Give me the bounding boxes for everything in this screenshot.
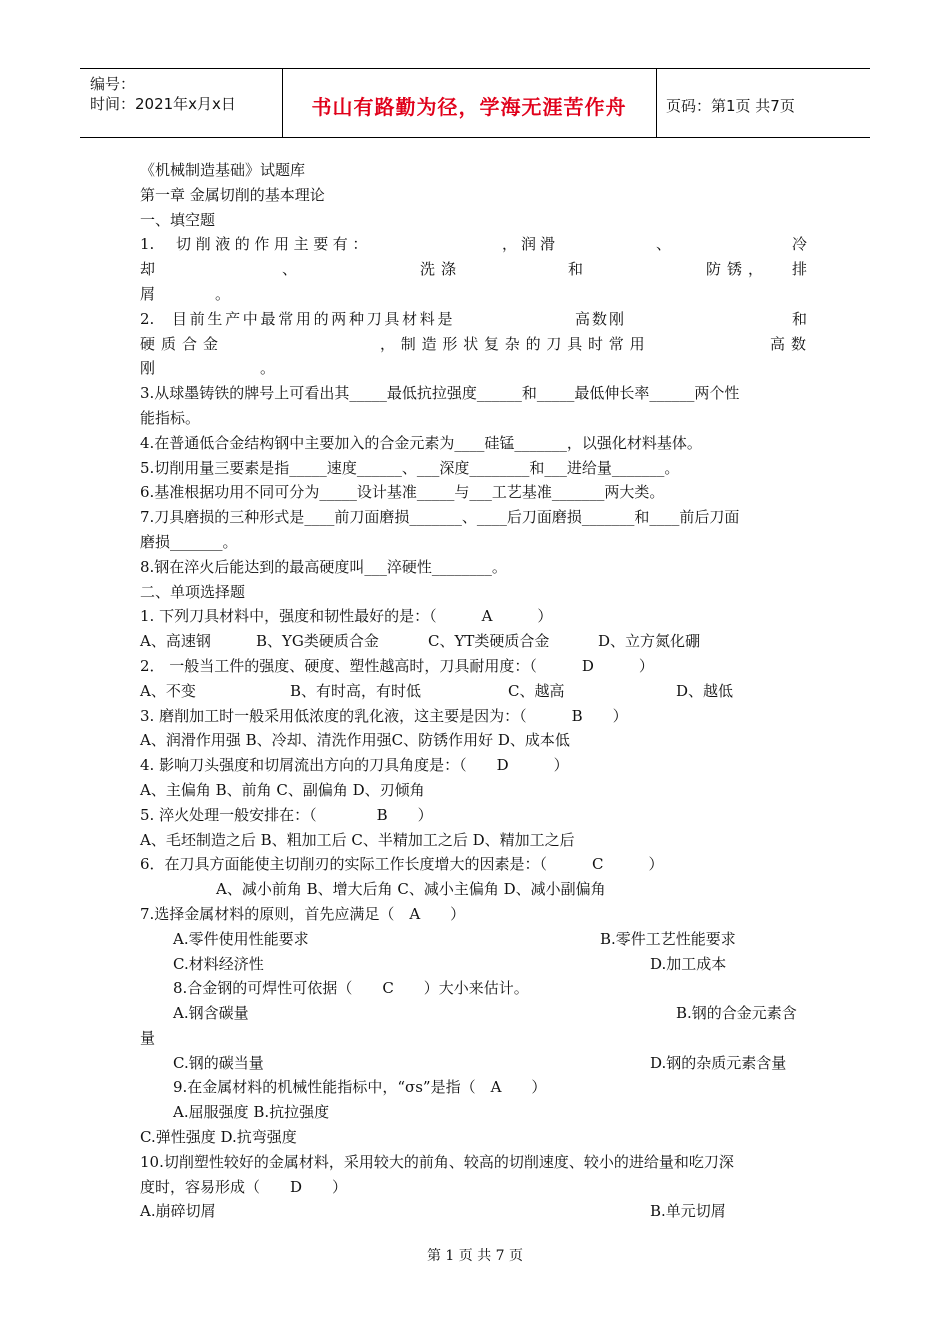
section-heading: 二、单项选择题 xyxy=(140,582,246,601)
choice-question-1: 1. 下列刀具材料中，强度和韧性最好的是：（ A ） xyxy=(140,607,553,626)
choice-options: A、主偏角 B、前角 C、副偏角 D、刃倾角 xyxy=(140,780,425,799)
q-text: 防锈， xyxy=(706,260,770,279)
choice-options xyxy=(140,1051,810,1076)
section-heading: 一、填空题 xyxy=(140,210,216,229)
page-footer: 第 1 页 共 7 页 xyxy=(426,1248,524,1264)
q-text: 2. xyxy=(140,309,155,328)
choice-question-2: 2． 一般当工件的强度、硬度、塑性越高时，刀具耐用度：（ D ） xyxy=(140,656,654,675)
option-c: C.钢的碳当量 xyxy=(173,1053,264,1072)
q-text: 冷 xyxy=(792,235,808,254)
question-1-line: 屑 。 xyxy=(140,284,231,303)
choice-question-8: 8.合金钢的可焊性可依据（ C ）大小来估计。 xyxy=(173,979,529,998)
option-d: D、立方氮化硼 xyxy=(598,632,701,651)
choice-options: A.屈服强度 B.抗拉强度 xyxy=(173,1103,330,1122)
q-text: 高数 xyxy=(770,334,813,353)
q-text: 、 xyxy=(282,260,298,279)
question-3: 3.从球墨铸铁的牌号上可看出其_____最低抗拉强度______和_____最低伸长率______两个性 xyxy=(140,384,740,403)
q-text: 硬质合金 xyxy=(140,334,225,353)
question-1-line xyxy=(140,257,810,282)
option-d: D.加工成本 xyxy=(650,954,727,973)
choice-options: A、润滑作用强 B、冷却、清洗作用强C、防锈作用好 D、成本低 xyxy=(140,731,570,750)
doc-time-label: 时间：2021年x月x日 xyxy=(90,95,236,113)
q-text: 、 xyxy=(656,235,672,254)
question-5: 5.切削用量三要素是指_____速度______、___深度________和___进给量_______。 xyxy=(140,458,680,477)
choice-options xyxy=(140,1199,810,1224)
question-8: 8.钢在淬火后能达到的最高硬度叫___淬硬性________。 xyxy=(140,557,507,576)
question-3-line: 能指标。 xyxy=(140,408,201,427)
option-a: A.零件使用性能要求 xyxy=(173,929,309,948)
option-b: B.零件工艺性能要求 xyxy=(600,929,736,948)
option-d: D.钢的杂质元素含量 xyxy=(650,1053,787,1072)
chapter-heading: 第一章 金属切削的基本理论 xyxy=(140,185,325,204)
choice-options xyxy=(140,1001,810,1026)
question-4: 4.在普通低合金结构钢中主要加入的合金元素为____硅锰_______，以强化材料基体。 xyxy=(140,433,702,452)
question-7-line: 磨损_______。 xyxy=(140,532,238,551)
option-d: D、越低 xyxy=(676,681,734,700)
question-1 xyxy=(140,232,810,257)
option-c: C、YT类硬质合金 xyxy=(428,632,550,651)
choice-question-7: 7.选择金属材料的原则，首先应满足（ A ） xyxy=(140,904,466,923)
choice-options xyxy=(140,629,810,654)
q-text: 排 xyxy=(792,260,808,279)
q-text: 和 xyxy=(792,309,808,328)
choice-options: A、减小前角 B、增大后角 C、减小主偏角 D、减小副偏角 xyxy=(216,880,606,899)
option-c: C、越高 xyxy=(508,681,565,700)
q-text: 和 xyxy=(568,260,584,279)
document-body xyxy=(140,158,813,1224)
choice-options: C.弹性强度 D.抗弯强度 xyxy=(140,1128,297,1147)
option-b: B、YG类硬质合金 xyxy=(256,632,379,651)
q-text: ，制造形状复杂的刀具时常用 xyxy=(380,334,651,353)
header-page-info: 页码：第1页 共7页 xyxy=(666,97,795,115)
option-c: C.材料经济性 xyxy=(173,954,264,973)
option-a: A.崩碎切屑 xyxy=(140,1202,216,1221)
q-text: 1. xyxy=(140,235,155,254)
question-2-line: 刚 。 xyxy=(140,359,276,378)
question-2 xyxy=(140,307,810,332)
choice-question-6: 6．在刀具方面能使主切削刃的实际工作长度增大的因素是：（ C ） xyxy=(140,855,664,874)
page-header xyxy=(80,68,870,138)
choice-options-line: 量 xyxy=(140,1028,156,1047)
question-6: 6.基准根据功用不同可分为_____设计基准_____与___工艺基准_______两大类。 xyxy=(140,483,665,502)
q-text: 目前生产中最常用的两种刀具材料是 xyxy=(172,309,456,328)
choice-options xyxy=(140,679,810,704)
option-b: B.钢的合金元素含 xyxy=(676,1004,797,1023)
option-b: B.单元切屑 xyxy=(650,1202,726,1221)
choice-question-5: 5. 淬火处理一般安排在：（ B ） xyxy=(140,805,433,824)
doc-title: 《机械制造基础》试题库 xyxy=(140,161,306,179)
q-text: 高数刚 xyxy=(575,309,627,328)
choice-question-3: 3. 磨削加工时一般采用低浓度的乳化液，这主要是因为：（ B ） xyxy=(140,706,628,725)
header-motto: 书山有路勤为径，学海无涯苦作舟 xyxy=(311,95,627,119)
option-a: A、高速钢 xyxy=(140,632,211,651)
option-b: B、有时高，有时低 xyxy=(290,681,422,700)
question-7: 7.刀具磨损的三种形式是____前刀面磨损_______、____后刀面磨损_______和____前后刀面 xyxy=(140,508,740,527)
option-a: A、不变 xyxy=(140,681,196,700)
header-divider xyxy=(656,69,657,137)
choice-options xyxy=(140,952,810,977)
choice-question-4: 4. 影响刀头强度和切屑流出方向的刀具角度是：（ D ） xyxy=(140,756,569,775)
choice-options xyxy=(140,927,810,952)
q-text: ，润滑 xyxy=(502,235,560,254)
q-text: 洗涤 xyxy=(420,260,463,279)
choice-options: A、毛坯制造之后 B、粗加工后 C、半精加工之后 D、精加工之后 xyxy=(140,830,575,849)
choice-question-10-line: 度时，容易形成（ D ） xyxy=(140,1177,348,1196)
q-text: 切削液的作用主要有： xyxy=(176,235,373,254)
option-a: A.钢含碳量 xyxy=(173,1004,249,1023)
choice-question-9: 9.在金属材料的机械性能指标中，“σs”是指（ A ） xyxy=(173,1078,547,1097)
question-2-line xyxy=(140,332,813,357)
q-text: 却 xyxy=(140,260,156,279)
choice-question-10: 10.切削塑性较好的金属材料，采用较大的前角、较高的切削速度、较小的进给量和吃刀深 xyxy=(140,1152,734,1171)
doc-code-label: 编号： xyxy=(90,75,136,93)
